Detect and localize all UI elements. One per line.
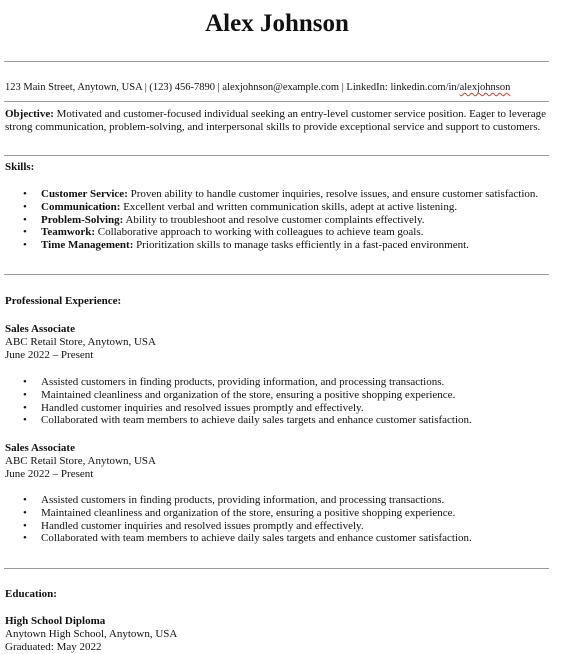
- divider-top: [4, 61, 549, 62]
- objective-text: Motivated and customer-focused individual seeking an entry-level customer service position. Eager to leverage strong communication, problem-solving, and interpersonal skills to provide exceptional service and support to customers.: [5, 108, 547, 133]
- skill-item: [0, 214, 538, 227]
- skill-item: [0, 226, 538, 239]
- divider-objective: [4, 155, 549, 156]
- job-bullets: [0, 494, 472, 545]
- skill-desc: Ability to troubleshoot and resolve customer complaints effectively.: [125, 213, 425, 226]
- divider-experience: [4, 568, 549, 569]
- skill-desc: Proven ability to handle customer inquiries, resolve issues, and ensure customer satisfaction.: [130, 188, 539, 200]
- experience-heading: Professional Experience:: [5, 295, 122, 307]
- graduation-date: Graduated: May 2022: [5, 641, 102, 653]
- skill-item: [0, 239, 538, 252]
- contact-details: 123 Main Street, Anytown, USA | (123) 456-7890 | alexjohnson@example.com | LinkedIn: linkedin.com/in/: [5, 82, 460, 93]
- skill-name: Communication:: [41, 200, 121, 213]
- job-bullets: [0, 376, 472, 427]
- skill-desc: Collaborative approach to working with colleagues to achieve team goals.: [97, 226, 424, 239]
- job-title: Sales Associate: [5, 323, 75, 335]
- candidate-name: Alex Johnson: [205, 10, 349, 37]
- job-title: Sales Associate: [5, 442, 75, 454]
- job-bullet: • Handled customer inquiries and resolved issues promptly and effectively.: [0, 520, 472, 533]
- skills-heading: Skills:: [5, 161, 35, 173]
- skills-list: [0, 188, 538, 252]
- job-dates: June 2022 – Present: [5, 349, 94, 361]
- job-bullet: • Collaborated with team members to achieve daily sales targets and enhance customer satisfaction.: [0, 414, 472, 427]
- job-entry: [5, 323, 156, 362]
- job-company: ABC Retail Store, Anytown, USA: [5, 336, 156, 348]
- school: Anytown High School, Anytown, USA: [5, 628, 178, 640]
- job-bullet: • Maintained cleanliness and organization of the store, ensuring a positive shopping experience.: [0, 389, 472, 402]
- divider-skills: [4, 274, 549, 275]
- job-bullet: • Collaborated with team members to achieve daily sales targets and enhance customer satisfaction.: [0, 532, 472, 545]
- job-bullet: • Assisted customers in finding products, providing information, and processing transactions.: [0, 376, 472, 389]
- skill-item: [0, 188, 538, 201]
- skill-item: [0, 201, 538, 214]
- job-bullet: • Maintained cleanliness and organization of the store, ensuring a positive shopping experience.: [0, 507, 472, 520]
- education-heading: Education:: [5, 588, 57, 600]
- job-entry: [5, 442, 156, 481]
- skill-name: Customer Service:: [41, 188, 128, 200]
- skill-name: Teamwork:: [41, 226, 95, 239]
- education-entry: [5, 615, 177, 654]
- job-bullet: • Assisted customers in finding products, providing information, and processing transactions.: [0, 494, 472, 507]
- divider-contact: [4, 101, 549, 102]
- objective-label: Objective:: [5, 108, 54, 120]
- job-dates: June 2022 – Present: [5, 468, 94, 480]
- job-bullet: • Handled customer inquiries and resolved issues promptly and effectively.: [0, 402, 472, 415]
- skill-name: Time Management:: [41, 239, 134, 252]
- skill-desc: Excellent verbal and written communication skills, adept at active listening.: [123, 200, 458, 213]
- skill-desc: Prioritization skills to manage tasks efficiently in a fast-paced environment.: [136, 239, 469, 252]
- degree: High School Diploma: [5, 615, 106, 627]
- job-company: ABC Retail Store, Anytown, USA: [5, 455, 156, 467]
- skill-name: Problem-Solving:: [41, 213, 124, 226]
- linkedin-handle: alexjohnson: [459, 82, 511, 93]
- contact-line: [5, 81, 510, 94]
- objective-section: [5, 108, 550, 133]
